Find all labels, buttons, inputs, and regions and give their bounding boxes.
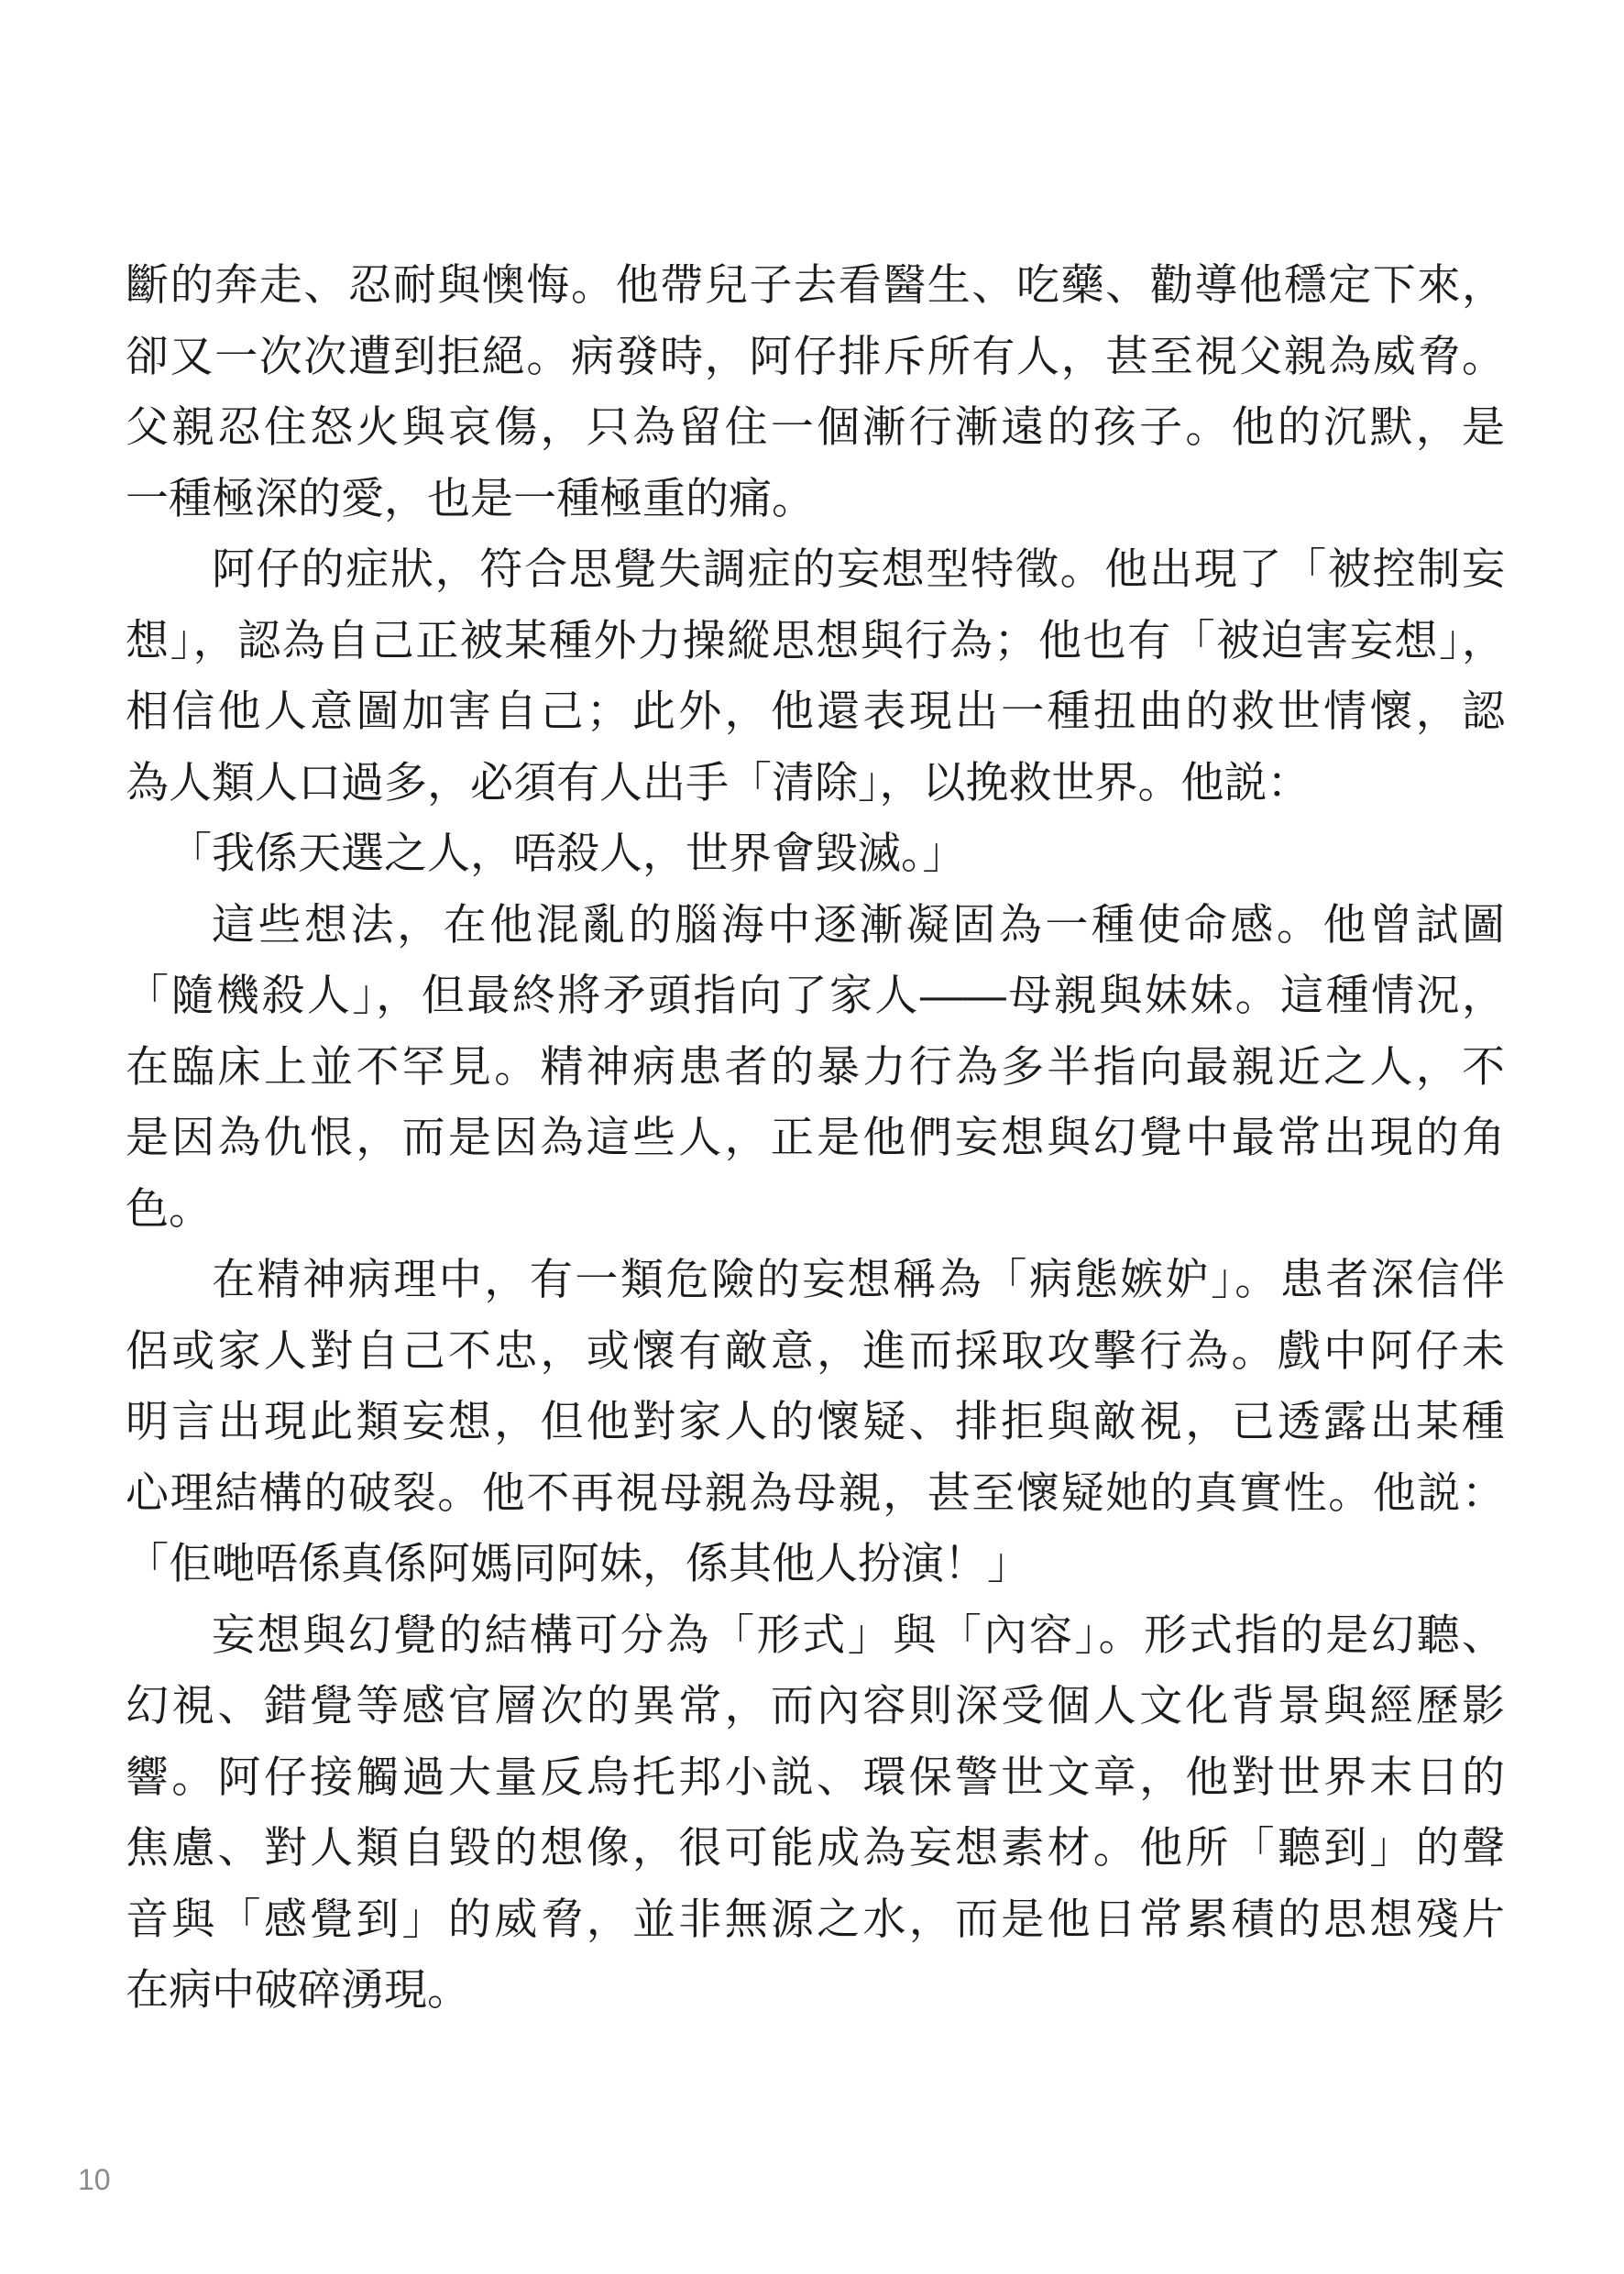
body-text <box>126 249 1505 2026</box>
text-line: 父親忍住怒火與哀傷，只為留住一個漸行漸遠的孩子。他的沉默，是 <box>126 402 1505 451</box>
text-line: 「佢哋唔係真係阿媽同阿妹，係其他人扮演！」 <box>126 1539 1030 1587</box>
text-line: 「我係天選之人，唔殺人，世界會毀滅。」 <box>169 829 966 877</box>
text-line: 斷的奔走、忍耐與懊悔。他帶兒子去看醫生、吃藥、勸導他穩定下來， <box>126 260 1505 309</box>
text-line: 侶或家人對自己不忠，或懷有敵意，進而採取攻擊行為。戲中阿仔未 <box>126 1325 1505 1375</box>
text-line: 「隨機殺人」，但最終將矛頭指向了家人——母親與妹妹。這種情況， <box>126 971 1505 1019</box>
text-line: 為人類人口過多，必須有人出手「清除」，以挽救世界。他説： <box>126 757 1311 807</box>
text-line: 焦慮、對人類自毀的想像，很可能成為妄想素材。他所「聽到」的聲 <box>126 1823 1505 1872</box>
text-line: 阿仔的症狀，符合思覺失調症的妄想型特徵。他出現了「被控制妄 <box>212 544 1505 593</box>
page-number: 10 <box>78 2163 111 2196</box>
text-line: 一種極深的愛，也是一種極重的痛。 <box>126 473 815 522</box>
text-line: 在病中破碎湧現。 <box>126 1965 470 2014</box>
text-line: 相信他人意圖加害自己；此外，他還表現出一種扭曲的救世情懷，認 <box>126 687 1505 735</box>
text-line: 想」，認為自己正被某種外力操縱思想與行為；他也有「被迫害妄想」， <box>126 615 1505 665</box>
text-line: 色。 <box>126 1183 212 1233</box>
text-line: 響。阿仔接觸過大量反烏托邦小説、環保警世文章，他對世界末日的 <box>126 1752 1505 1801</box>
text-line: 妄想與幻覺的結構可分為「形式」與「內容」。形式指的是幻聽、 <box>212 1609 1505 1659</box>
text-line: 明言出現此類妄想，但他對家人的懷疑、排拒與敵視，已透露出某種 <box>126 1397 1505 1445</box>
text-line: 幻視、錯覺等感官層次的異常，而內容則深受個人文化背景與經歷影 <box>126 1681 1505 1730</box>
text-line: 在臨床上並不罕見。精神病患者的暴力行為多半指向最親近之人，不 <box>126 1041 1505 1091</box>
text-line: 心理結構的破裂。他不再視母親為母親，甚至懷疑她的真實性。他説： <box>126 1467 1505 1517</box>
text-line: 這些想法，在他混亂的腦海中逐漸凝固為一種使命感。他曾試圖 <box>212 899 1505 949</box>
text-line: 音與「感覺到」的威脅，並非無源之水，而是他日常累積的思想殘片 <box>126 1894 1505 1943</box>
text-line: 是因為仇恨，而是因為這些人，正是他們妄想與幻覺中最常出現的角 <box>126 1113 1505 1161</box>
text-line: 卻又一次次遭到拒絕。病發時，阿仔排斥所有人，甚至視父親為威脅。 <box>126 331 1505 380</box>
text-line: 在精神病理中，有一類危險的妄想稱為「病態嫉妒」。患者深信伴 <box>212 1255 1505 1303</box>
